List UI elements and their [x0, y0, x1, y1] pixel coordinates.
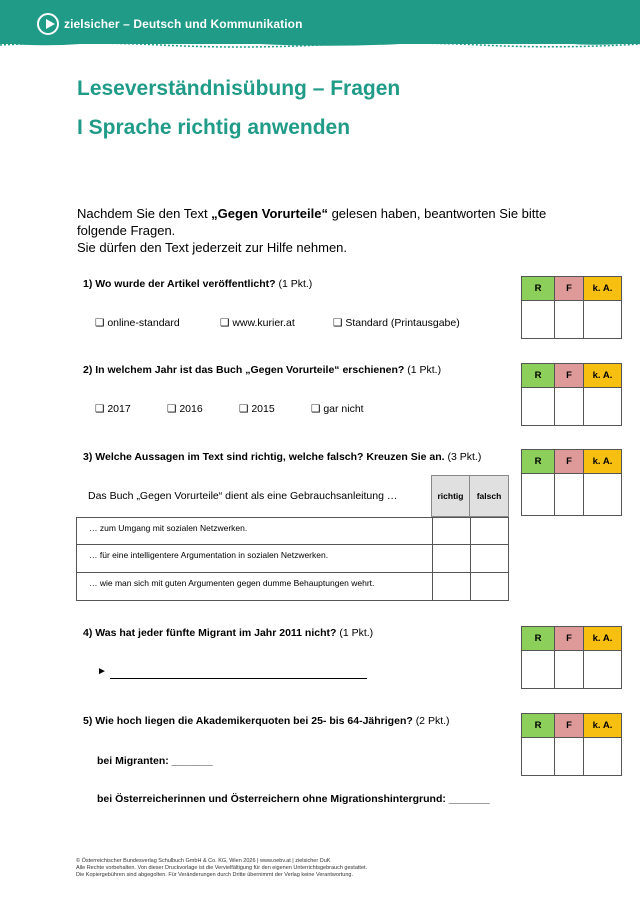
rating-cell-f[interactable] [554, 651, 584, 689]
q2-option-1[interactable]: ❑ 2017 [95, 403, 131, 415]
q1-option-2[interactable]: ❑ www.kurier.at [220, 317, 295, 329]
rating-header-f: F [554, 363, 584, 388]
rating-cell-f[interactable] [554, 301, 584, 339]
question-2-points: (1 Pkt.) [407, 364, 442, 376]
rating-header-r: R [521, 276, 555, 301]
arrow-icon: ► [97, 666, 107, 677]
footer-line: © Österreichischer Bundesverlag Schulbuch GmbH & Co. KG, Wien 2026 | www.oebv.at | zielsicher DuK [76, 858, 331, 864]
cell-richtig[interactable] [432, 573, 433, 600]
statement-table [76, 475, 509, 601]
rating-table-q3 [521, 449, 623, 516]
q1-option-3[interactable]: ❑ Standard (Printausgabe) [333, 317, 460, 329]
answer-line[interactable] [110, 678, 367, 679]
play-circle-icon [37, 13, 59, 35]
footer-line: Die Kopiergebühren sind abgegolten. Für Veränderungen durch Dritte übernimmt der Verlag keine Verantwortung. [76, 872, 354, 878]
statement-text: … wie man sich mit guten Argumenten gegen dumme Behauptungen wehrt. [89, 578, 375, 588]
instructions [77, 205, 557, 256]
rating-cell-ka[interactable] [583, 738, 622, 776]
answer-migrants[interactable]: bei Migranten: _______ [97, 755, 213, 767]
rating-table-q5 [521, 713, 623, 776]
rating-cell-ka[interactable] [583, 651, 622, 689]
rating-table-q4 [521, 626, 623, 689]
statement-text: … für eine intelligentere Argumentation in sozialen Netzwerken. [89, 550, 329, 560]
question-4-points: (1 Pkt.) [339, 627, 374, 639]
answer-austrians[interactable]: bei Österreicherinnen und Österreichern ohne Migrationshintergrund: _______ [97, 793, 490, 805]
footer-line: Alle Rechte vorbehalten. Von dieser Druckvorlage ist die Vervielfältigung für den eigenen Unterrichtsgebrauch gestattet. [76, 865, 368, 871]
rating-header-r: R [521, 626, 555, 651]
intro-text-bold: „Gegen Vorurteile“ [211, 206, 328, 221]
rating-cell-ka[interactable] [583, 388, 622, 426]
rating-table-q1 [521, 276, 623, 339]
rating-header-ka: k. A. [583, 626, 622, 651]
statement-row [76, 545, 509, 573]
intro-text-line2: Sie dürfen den Text jederzeit zur Hilfe nehmen. [77, 240, 348, 255]
rating-header-f: F [554, 713, 584, 738]
statement-row [76, 517, 509, 545]
question-3-text: 3) Welche Aussagen im Text sind richtig, welche falsch? Kreuzen Sie an. [83, 451, 445, 463]
rating-header-ka: k. A. [583, 449, 622, 474]
rating-cell-r[interactable] [521, 388, 555, 426]
question-5 [83, 715, 450, 727]
cell-falsch[interactable] [470, 518, 471, 544]
q2-option-3[interactable]: ❑ 2015 [239, 403, 275, 415]
rating-header-ka: k. A. [583, 713, 622, 738]
rating-header-ka: k. A. [583, 276, 622, 301]
rating-cell-f[interactable] [554, 738, 584, 776]
rating-header-f: F [554, 276, 584, 301]
rating-cell-f[interactable] [554, 474, 584, 516]
intro-text-end: gelesen haben, beantworten Sie bitte folgende Fragen. [77, 206, 547, 238]
footer [76, 858, 367, 879]
question-2 [83, 364, 441, 376]
statement-text: … zum Umgang mit sozialen Netzwerken. [89, 523, 248, 533]
rating-cell-r[interactable] [521, 301, 555, 339]
rating-header-r: R [521, 363, 555, 388]
rating-header-f: F [554, 626, 584, 651]
q1-option-1[interactable]: ❑ online-standard [95, 317, 180, 329]
rating-cell-ka[interactable] [583, 301, 622, 339]
page-title: Leseverständnisübung – Fragen [77, 77, 401, 100]
statement-table-header [76, 475, 509, 517]
question-5-text: 5) Wie hoch liegen die Akademikerquoten bei 25- bis 64-Jährigen? [83, 715, 413, 727]
question-5-points: (2 Pkt.) [415, 715, 450, 727]
rating-cell-f[interactable] [554, 388, 584, 426]
statement-row [76, 573, 509, 601]
rating-cell-ka[interactable] [583, 474, 622, 516]
question-1 [83, 278, 312, 290]
question-4-text: 4) Was hat jeder fünfte Migrant im Jahr 2011 nicht? [83, 627, 337, 639]
question-3 [83, 451, 481, 463]
brand-title: zielsicher – Deutsch und Kommunikation [64, 17, 303, 31]
rating-header-ka: k. A. [583, 363, 622, 388]
rating-header-f: F [554, 449, 584, 474]
question-2-text: 2) In welchem Jahr ist das Buch „Gegen Vorurteile“ erschienen? [83, 364, 405, 376]
rating-table-q2 [521, 363, 623, 426]
column-falsch: falsch [469, 475, 509, 517]
cell-falsch[interactable] [470, 573, 471, 600]
header-wave-decoration [0, 38, 640, 48]
question-3-points: (3 Pkt.) [447, 451, 482, 463]
column-richtig: richtig [431, 475, 470, 517]
rating-cell-r[interactable] [521, 738, 555, 776]
page-subtitle: I Sprache richtig anwenden [77, 116, 351, 139]
rating-header-r: R [521, 713, 555, 738]
rating-header-r: R [521, 449, 555, 474]
q2-option-4[interactable]: ❑ gar nicht [311, 403, 364, 415]
q2-option-2[interactable]: ❑ 2016 [167, 403, 203, 415]
rating-cell-r[interactable] [521, 474, 555, 516]
intro-text-start: Nachdem Sie den Text [77, 206, 212, 221]
cell-falsch[interactable] [470, 545, 471, 572]
cell-richtig[interactable] [432, 518, 433, 544]
cell-richtig[interactable] [432, 545, 433, 572]
statement-lead: Das Buch „Gegen Vorurteile“ dient als eine Gebrauchsanleitung … [88, 490, 398, 502]
question-4 [83, 627, 373, 639]
rating-cell-r[interactable] [521, 651, 555, 689]
question-1-text: 1) Wo wurde der Artikel veröffentlicht? [83, 278, 276, 290]
question-1-points: (1 Pkt.) [278, 278, 313, 290]
